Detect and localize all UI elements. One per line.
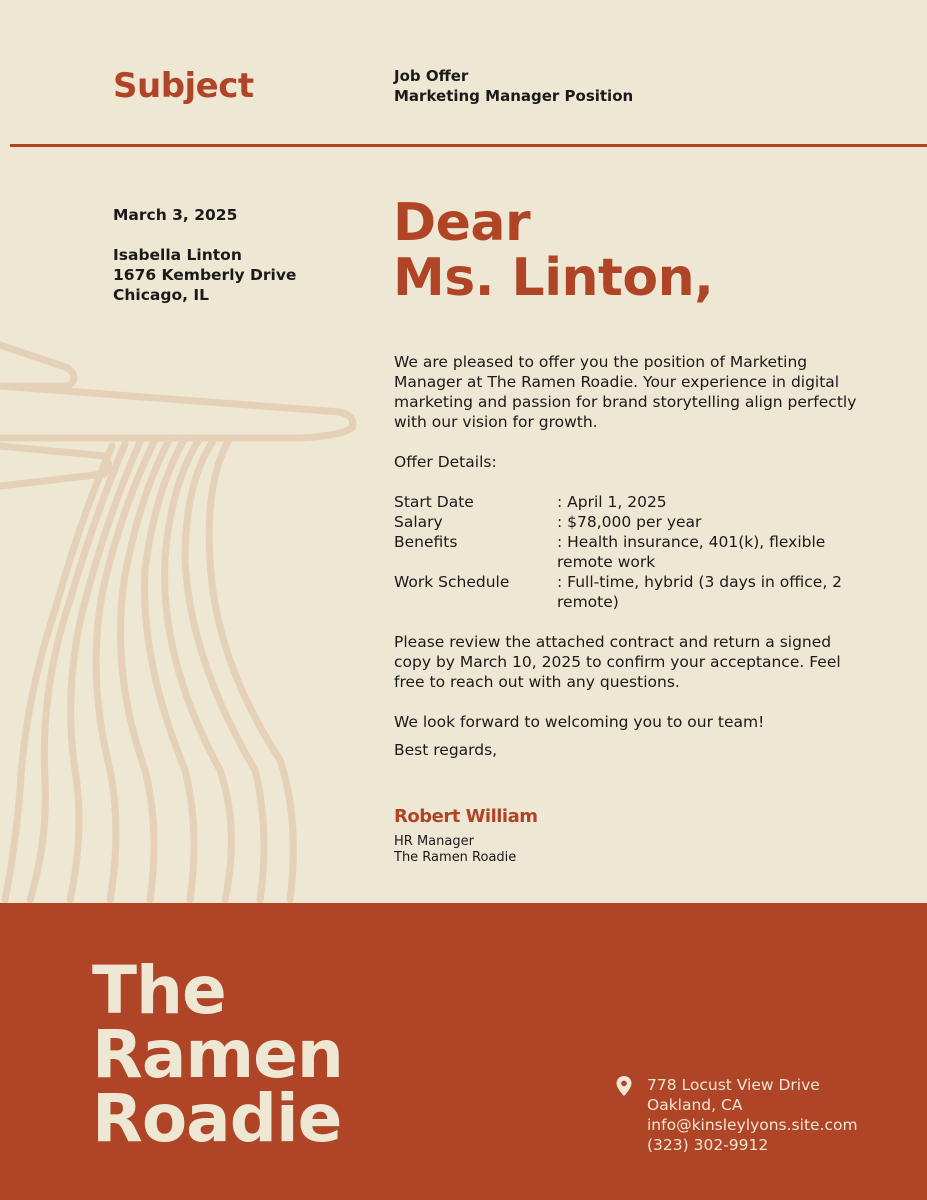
header-divider: [10, 144, 927, 147]
detail-value: : Health insurance, 401(k), flexible remote work: [557, 533, 826, 571]
recipient-name: Isabella Linton: [113, 246, 242, 264]
recipient-block: [113, 205, 296, 305]
detail-row-work-schedule: [394, 572, 864, 612]
sign-off: Best regards,: [394, 741, 498, 759]
detail-value: : Full-time, hybrid (3 days in office, 2 remote): [557, 573, 843, 611]
signature-title: HR Manager: [394, 834, 474, 849]
greeting-line2: Ms. Linton,: [393, 248, 714, 308]
greeting-line1: Dear: [393, 193, 531, 253]
subject-lines: [394, 66, 633, 106]
detail-value: : $78,000 per year: [557, 513, 702, 531]
noodle-chopsticks-illustration: [0, 330, 360, 905]
footer-logo: [92, 952, 343, 1157]
contact-email[interactable]: info@kinsleylyons.site.com: [647, 1116, 858, 1134]
signature-name: Robert William: [394, 806, 538, 827]
detail-label: Work Schedule: [394, 573, 510, 591]
detail-label: Benefits: [394, 533, 458, 551]
contact-phone[interactable]: (323) 302-9912: [647, 1136, 769, 1154]
detail-row-salary: [394, 512, 864, 532]
recipient-address-line2: Chicago, IL: [113, 286, 210, 304]
details-heading: Offer Details:: [394, 453, 497, 471]
location-pin-icon: [615, 1075, 633, 1097]
offer-details-list: [394, 492, 864, 612]
detail-label: Start Date: [394, 493, 474, 511]
detail-value: : April 1, 2025: [557, 493, 667, 511]
logo-line1: The: [92, 952, 226, 1029]
signature-meta: [394, 834, 516, 866]
closing-wish: We look forward to welcoming you to our team!: [394, 713, 765, 731]
letter-date: March 3, 2025: [113, 206, 238, 224]
logo-line2: Ramen: [92, 1016, 343, 1093]
footer: [0, 903, 927, 1200]
subject-line-2: Marketing Manager Position: [394, 87, 634, 105]
subject-label: Subject: [113, 66, 254, 106]
logo-line3: Roadie: [92, 1080, 342, 1157]
recipient-address-line1: 1676 Kemberly Drive: [113, 266, 297, 284]
signature-company: The Ramen Roadie: [394, 850, 517, 865]
contact-address-line1: 778 Locust View Drive: [647, 1076, 820, 1094]
greeting: [393, 193, 714, 308]
letter-body: [394, 352, 864, 780]
intro-paragraph: We are pleased to offer you the position of Marketing Manager at The Ramen Roadie. Your experience in digital marketing and passion for brand storytelling align perfectly with our vision for growth.: [394, 353, 857, 431]
review-paragraph: Please review the attached contract and return a signed copy by March 10, 2025 to confirm your acceptance. Feel free to reach out with any questions.: [394, 633, 841, 691]
contact-address-line2: Oakland, CA: [647, 1096, 743, 1114]
detail-row-start-date: [394, 492, 864, 512]
detail-label: Salary: [394, 513, 443, 531]
subject-line-1: Job Offer: [394, 67, 469, 85]
detail-row-benefits: [394, 532, 864, 572]
